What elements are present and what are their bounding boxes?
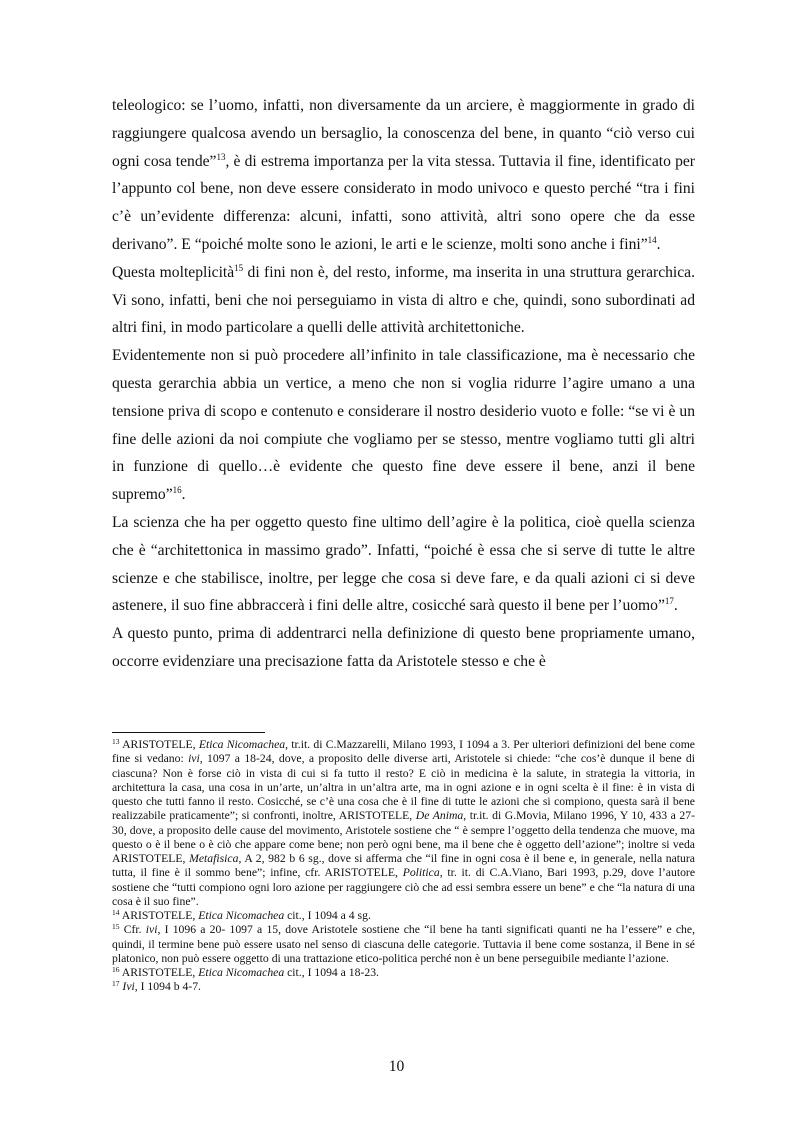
footnotes bbox=[112, 738, 695, 995]
text-run: cit., I 1094 a 18-23. bbox=[284, 966, 379, 979]
text-run: La scienza che ha per oggetto questo fine ultimo dell’agire è la politica, cioè quella scienza che è “architettonica in massimo grado”. Infatti, “poiché è essa che si serve di tutte le altre scienze e che stabilisce, inoltre, per legge che cosa si deve fare, e da quali azioni ci si deve astenere, il suo fine abbraccerà i fini delle altre, cosicché sarà questo il bene per l’uomo” bbox=[112, 513, 695, 615]
italic-title: Politica bbox=[402, 866, 440, 880]
italic-title: Ivi bbox=[122, 980, 135, 994]
footnote-separator bbox=[112, 732, 265, 733]
body-paragraph bbox=[112, 509, 695, 620]
italic-title: Etica Nicomachea bbox=[198, 909, 285, 922]
footnote bbox=[112, 738, 695, 909]
text-run: Cfr. bbox=[119, 923, 146, 937]
italic-title: De Anima bbox=[415, 809, 464, 823]
footnote bbox=[112, 966, 695, 980]
text-run: . bbox=[673, 597, 678, 615]
text-run: , A 2, 982 b 6 sg., dove si afferma che “il fine in ogni cosa è il bene e, in generale, nella natura tutta, il fine è il sommo bene”; infine, cfr. ARISTOTELE, bbox=[112, 852, 695, 880]
text-run: ARISTOTELE, bbox=[119, 909, 199, 922]
italic-title: ivi, bbox=[188, 752, 203, 766]
text-run: . bbox=[181, 486, 186, 504]
footnote-reference: 17 bbox=[112, 979, 120, 989]
text-run: ARISTOTELE, bbox=[119, 738, 199, 751]
text-run: 1097 a 18-24, dove, a proposito delle diverse arti, Aristotele si chiede: “che cos’è dunque il bene di ciascuna? Non è forse ciò in vista di cui si fa tutto il resto? E ciò in medicina è la salute, in strategia la vittoria, in architettura la casa, una cosa in un’arte, un’altra in un’altra arte, ma in ogni azione e in ogni scelta è il fine: è in vista di questo che tutti fanno il resto. Cosicché, se c’è una cosa che è il fine di tutte le azioni che si compiono, questa sarà il bene realizzabile praticamente”; si confronti, inoltre, ARISTOTELE, bbox=[112, 752, 696, 823]
text-run: , tr.it. di C.Mazzarelli, Milano 1993, I 1094 a 3. Per ulteriori definizioni del bene come fine si vedano: bbox=[112, 738, 695, 766]
text-run: Evidentemente non si può procedere all’infinito in tale classificazione, ma è necessario che questa gerarchia abbia un vertice, a meno che non si voglia ridurre l’agire umano a una tensione priva di scopo e contenuto e considerare il nostro desiderio vuoto e folle: “se vi è un fine delle azioni da noi compiute che vogliamo per se stesso, mentre vogliamo tutti gli altri in funzione di quello…è evidente che questo fine deve essere il bene, anzi il bene supremo” bbox=[112, 347, 695, 504]
text-run: ARISTOTELE, bbox=[119, 966, 199, 979]
text-run: . bbox=[656, 235, 661, 253]
body-paragraph bbox=[112, 92, 695, 259]
footnote bbox=[112, 980, 695, 994]
text-run: , I 1096 a 20- 1097 a 15, dove Aristotele sostiene che “il bene ha tanti significati quanti ne ha l’essere” e che, quindi, il termine bene può essere usato nel senso di ciascuna delle categorie. Tuttavia il bene come sostanza, il Bene in sé platonico, non può essere oggetto di una trattazione etico-politica perché non è un bene perseguibile mediante l’azione. bbox=[112, 923, 695, 965]
page-number: 10 bbox=[388, 1058, 405, 1075]
footnote-reference: 13 bbox=[216, 151, 226, 162]
footnote-reference: 13 bbox=[112, 737, 120, 746]
body-paragraph bbox=[112, 259, 695, 342]
text-run: , I 1094 b 4-7. bbox=[134, 980, 201, 994]
text-run: A questo punto, prima di addentrarci nella definizione di questo bene propriamente umano, occorre evidenziare una precisazione fatta da Aristotele stesso e che è bbox=[112, 625, 695, 670]
italic-title: Etica Nicomachea bbox=[198, 738, 286, 751]
italic-title: Etica Nicomachea bbox=[198, 966, 285, 979]
text-run: teleologico: se l’uomo, infatti, non diversamente da un arciere, è maggiormente in grado di raggiungere qualcosa avendo un bersaglio, la conoscenza del bene, in quanto “ciò verso cui ogni cosa tende” bbox=[112, 97, 695, 170]
italic-title: ivi bbox=[145, 923, 158, 937]
footnote-reference: 16 bbox=[172, 485, 182, 496]
footnote bbox=[112, 909, 695, 923]
text-run: di fini non è, del resto, informe, ma inserita in una struttura gerarchica. Vi sono, infatti, beni che noi perseguiamo in vista di altro e che, quindi, sono subordinati ad altri fini, in modo particolare a quelli delle attività architettoniche. bbox=[112, 263, 695, 337]
footnote-reference: 14 bbox=[112, 908, 120, 917]
footnote-reference: 17 bbox=[664, 596, 674, 607]
body-paragraph bbox=[112, 620, 695, 676]
footnote-reference: 16 bbox=[112, 965, 120, 974]
footnote-reference: 14 bbox=[647, 234, 657, 245]
body-paragraph bbox=[112, 342, 695, 509]
text-run: , è di estrema importanza per la vita stessa. Tuttavia il fine, identificato per l’appunto col bene, non deve essere considerato in modo univoco e questo perché “tra i fini c’è un’evidente differenza: alcuni, infatti, sono attività, altri sono opere che da esse derivano”. E “poiché molte sono le azioni, le arti e le scienze, molti sono anche i fini” bbox=[112, 152, 695, 253]
italic-title: Metafisica bbox=[189, 852, 239, 865]
footnote-reference: 15 bbox=[112, 922, 120, 932]
footnote bbox=[112, 923, 695, 966]
text-run: , tr.it. di G.Movia, Milano 1996, Y 10, 433 a 27-30, dove, a proposito delle cause del movimento, Aristotele sostiene che “ è sempre l’oggetto della tendenza che muove, ma questo o è il bene o è ciò che appare come bene; non però ogni bene, ma il bene che è oggetto dell’azione”; inoltre si veda ARISTOTELE, bbox=[112, 809, 696, 865]
text-run: Questa molteplicità bbox=[112, 263, 235, 281]
footnote-reference: 15 bbox=[234, 262, 244, 273]
text-run: , tr. it. di C.A.Viano, Bari 1993, p.29, dove l’autore sostiene che “tutti compiono ogni loro azione per raggiungere ciò che ad essi sembra essere un bene” e che “la natura di una cosa è il suo fine”. bbox=[112, 866, 696, 908]
text-run: cit., I 1094 a 4 sg. bbox=[284, 909, 371, 922]
body-text bbox=[112, 92, 695, 676]
